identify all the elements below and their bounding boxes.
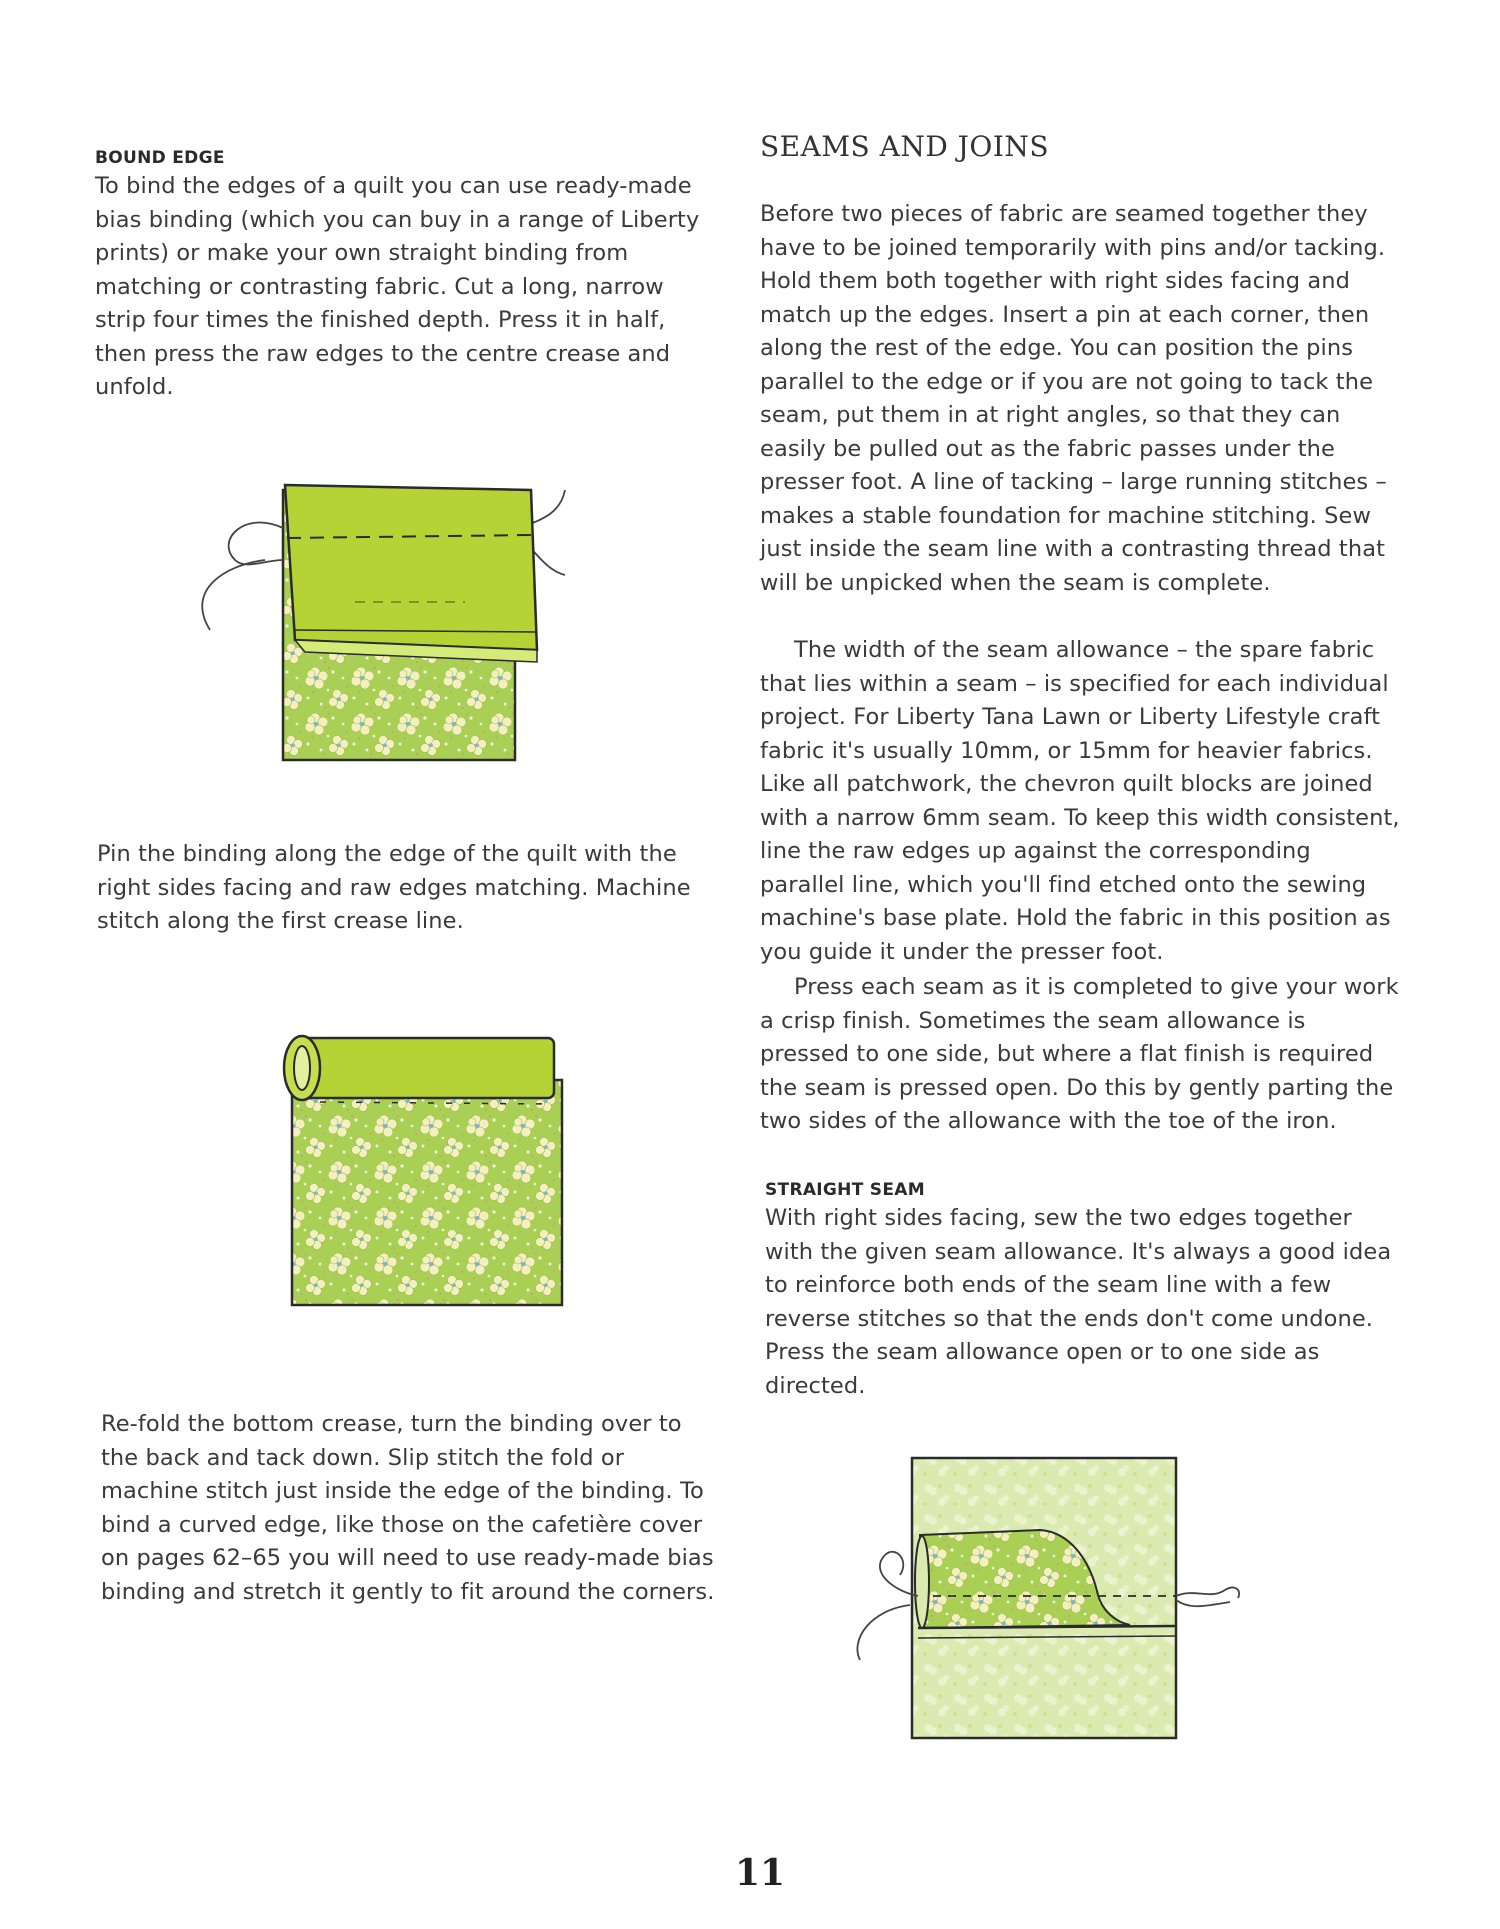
binding-rolled-illustration <box>280 1020 570 1310</box>
seams-para-1: Before two pieces of fabric are seamed together they have to be joined temporarily with pins and/or tacking. Hold them both together with right sides facing and match up the edges. Insert a pin at each corner, then along the rest of the edge. You can position the pins parallel to the edge or if you are not going to tack the seam, put them in at right angles, so that they can easily be pulled out as the fabric passes under the presser foot. A line of tacking – large running stitches – makes a stable foundation for machine stitching. Sew just inside the seam line with a contrasting thread that will be unpicked when the seam is complete. <box>760 201 1387 596</box>
straight-seam-heading: STRAIGHT SEAM <box>765 1180 925 1200</box>
seams-para-2: The width of the seam allowance – the spare fabric that lies within a seam – is specified for each individual project. For Liberty Tana Lawn or Liberty Lifestyle craft fabric it's usually 10mm, or 15mm for heavier fabrics. Like all patchwork, the chevron quilt blocks are joined with a narrow 6mm seam. To keep this width consistent, line the raw edges up against the corresponding parallel line, which you'll find etched onto the sewing machine's base plate. Hold the fabric in this position as you guide it under the presser foot. <box>760 637 1400 965</box>
refold-binding-text: Re-fold the bottom crease, turn the binding over to the back and tack down. Slip stitch the fold or machine stitch just inside the edge of the binding. To bind a curved edge, like those on the cafetière cover on pages 62–65 you will need to use ready-made bias binding and stretch it gently to fit around the corners. <box>101 1411 715 1605</box>
section-title: SEAMS AND JOINS <box>760 130 1050 163</box>
page-number: 11 <box>735 1852 786 1894</box>
binding-fold-illustration <box>165 480 625 770</box>
seams-para-3: Press each seam as it is completed to give your work a crisp finish. Sometimes the seam allowance is pressed to one side, but where a flat finish is required the seam is pressed open. Do this by gently parting the two sides of the allowance with the toe of the iron. <box>760 974 1399 1134</box>
bound-edge-text: To bind the edges of a quilt you can use ready-made bias binding (which you can buy in a range of Liberty prints) or make your own straight binding from matching or contrasting fabric. Cut a long, narrow strip four times the finished depth. Press it in half, then press the raw edges to the centre crease and unfold. <box>95 173 700 400</box>
bound-edge-heading: BOUND EDGE <box>95 148 225 168</box>
straight-seam-text: With right sides facing, sew the two edges together with the given seam allowance. It's always a good idea to reinforce both ends of the seam line with a few reverse stitches so that the ends don't come undone. Press the seam allowance open or to one side as directed. <box>765 1205 1392 1399</box>
pin-binding-text: Pin the binding along the edge of the quilt with the right sides facing and raw edges matching. Machine stitch along the first crease line. <box>97 841 691 934</box>
straight-seam-illustration <box>830 1450 1270 1750</box>
